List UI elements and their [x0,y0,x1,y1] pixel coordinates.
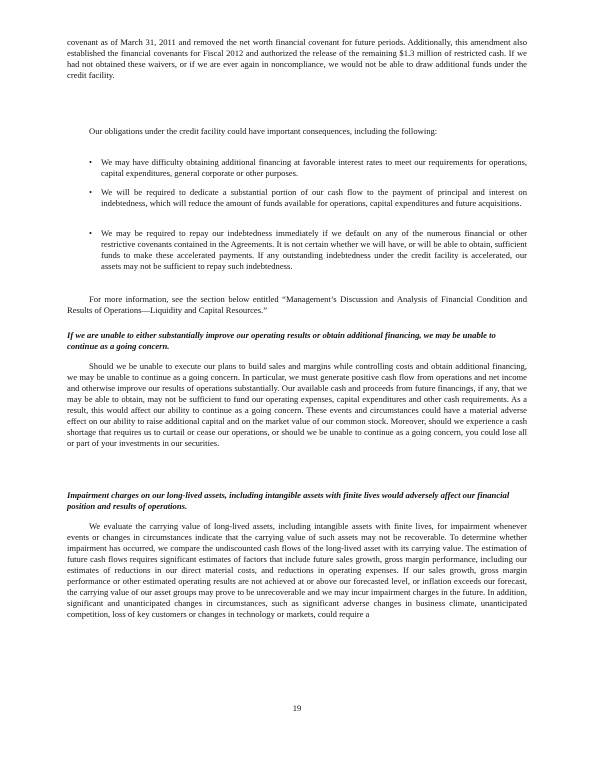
paragraph-more-information: For more information, see the section below entitled “Management’s Discussion and Analysis of Financial Condition and Results of Operations—Liquidity and Capital Resources.” [67,294,527,316]
bullet-icon: • [89,157,93,167]
bullet-icon: • [89,228,93,238]
paragraph-credit-facility-covenant: covenant as of March 31, 2011 and removed the net worth financial covenant for future periods. Additionally, this amendment also established the financial covenants for Fiscal 2012 and authorized the release of the remaining $1.3 million of restricted cash. If we had not obtained these waivers, or if we are ever again in noncompliance, we would not be able to draw additional funds under the credit facility. [67,37,527,81]
paragraph-obligations-intro: Our obligations under the credit facility could have important consequences, including the following: [89,126,438,136]
bullet-text: We may have difficulty obtaining additional financing at favorable interest rates to meet our requirements for operations, capital expenditures, general corporate or other purposes. [101,157,527,179]
bullet-item-repayment-default [89,228,527,272]
bullet-item-cash-flow-dedication [89,187,527,209]
bullet-icon: • [89,187,93,197]
paragraph-going-concern: Should we be unable to execute our plans to build sales and margins while controlling costs and obtain additional financing, we may be unable to continue as a going concern. In particular, we must generate positive cash flow from operations and net income and otherwise improve our results of operations substantially. Our available cash and proceeds from future financings, if any, that we may be able to obtain, may not be sufficient to fund our operating expenses, capital expenditures and other cash requirements. As a result, this would affect our ability to continue as a going concern. These events and circumstances could have a material adverse effect on our ability to raise additional capital and on the market value of our common stock. Moreover, should we experience a cash shortage that requires us to curtail or cease our operations, or should we be unable to continue as a going concern, you could lose all or part of your investments in our securities. [67,361,527,449]
section-heading-going-concern: If we are unable to either substantially improve our operating results or obtain additional financing, we may be unable to continue as a going concern. [67,330,496,352]
bullet-text: We will be required to dedicate a substantial portion of our cash flow to the payment of principal and interest on indebtedness, which will reduce the amount of funds available for operations, capital expenditures and future acquisitions. [101,187,527,209]
section-heading-impairment: Impairment charges on our long-lived assets, including intangible assets with finite lives would adversely affect our financial position and results of operations. [67,490,510,512]
bullet-text: We may be required to repay our indebtedness immediately if we default on any of the numerous financial or other restrictive covenants contained in the Agreements. It is not certain whether we will have, or will be able to obtain, sufficient funds to make these accelerated payments. If any outstanding indebtedness under the credit facility is accelerated, our assets may not be sufficient to repay such indebtedness. [101,228,527,272]
paragraph-impairment: We evaluate the carrying value of long-lived assets, including intangible assets with finite lives, for impairment whenever events or changes in circumstances indicate that the carrying value of such assets may not be recoverable. To determine whether impairment has occurred, we compare the undiscounted cash flows of the long-lived asset with its carrying value. The estimation of future cash flows requires significant estimates of factors that include future sales growth, gross margin performance, including our estimates of reductions in our direct material costs, and reductions in operating expenses. If our sales growth, gross margin performance or other estimated operating results are not achieved at or above our forecasted level, or inflation exceeds our forecast, the carrying value of our asset groups may prove to be unrecoverable and we may incur impairment charges in the future. In addition, significant and unanticipated changes in circumstances, such as significant adverse changes in business climate, unanticipated competition, loss of key customers or changes in technology or markets, could require a [67,521,527,620]
bullet-item-financing-difficulty [89,157,527,179]
page-number: 19 [292,703,302,713]
